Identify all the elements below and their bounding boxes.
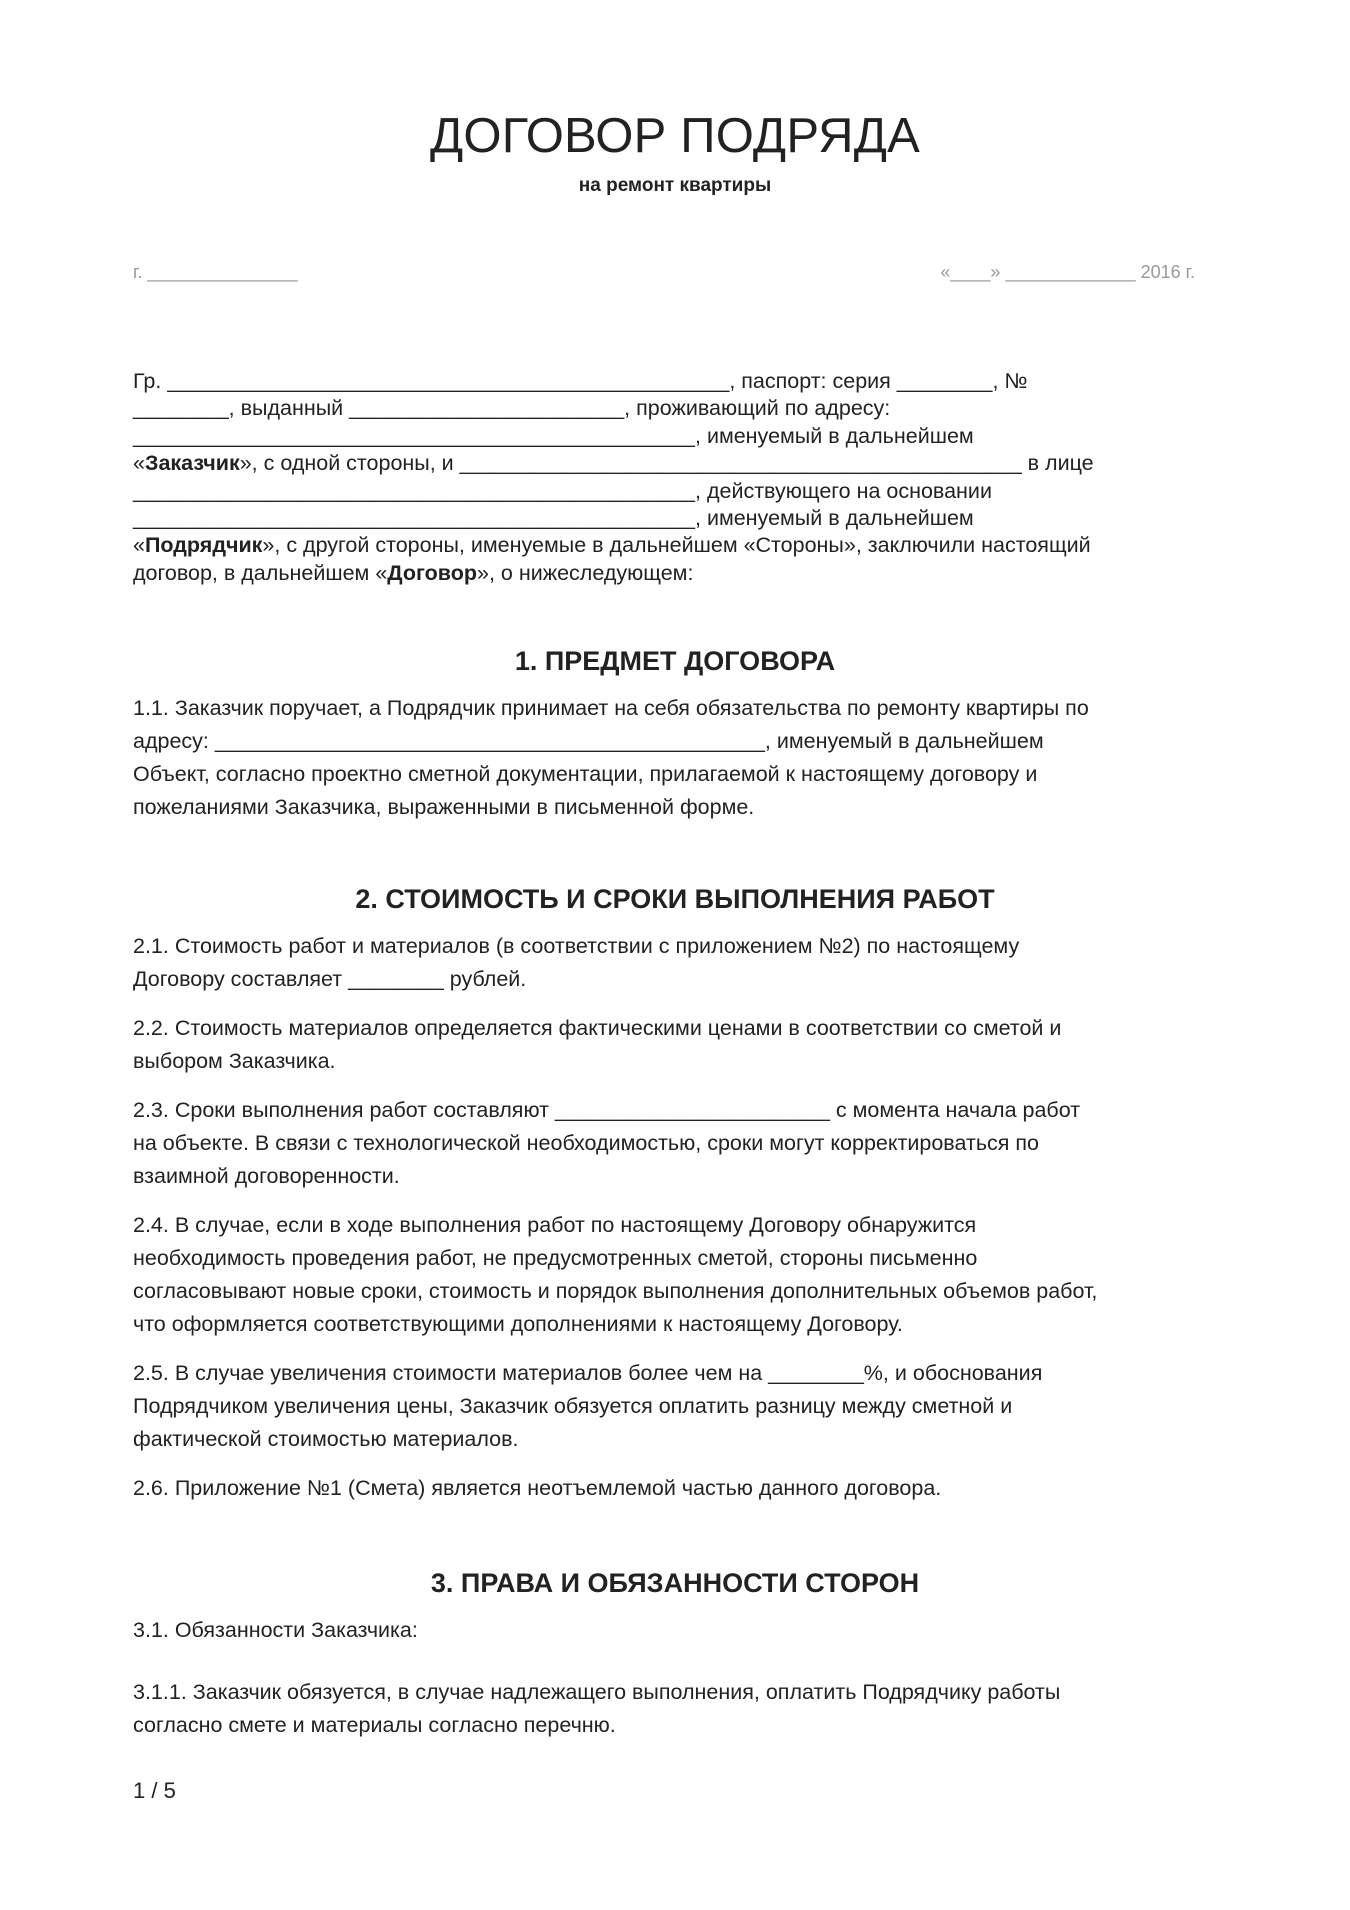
clause-line: пожеланиями Заказчика, выраженными в письменной форме. [133, 795, 755, 819]
intro-paragraph [133, 368, 1195, 587]
intro-line: Гр. _______________________________________________, паспорт: серия ________, № [133, 369, 1028, 393]
clause-2-3 [133, 1094, 1195, 1193]
clause-line: 2.2. Стоимость материалов определяется фактическими ценами в соответствии со сметой и [133, 1016, 1062, 1040]
clause-2-1 [133, 930, 1195, 996]
text-part: », о нижеследующем: [477, 560, 694, 585]
clause-line: 2.1. Стоимость работ и материалов (в соответствии с приложением №2) по настоящему [133, 934, 1020, 958]
section-2-heading: 2. СТОИМОСТЬ И СРОКИ ВЫПОЛНЕНИЯ РАБОТ [355, 884, 995, 914]
clause-3-1 [133, 1614, 1195, 1647]
clause-1-1 [133, 692, 1195, 824]
text-part: « [133, 451, 145, 476]
clause-2-5 [133, 1357, 1195, 1456]
document-subtitle: на ремонт квартиры [578, 175, 772, 196]
intro-line: _______________________________________________, именуемый в дальнейшем [133, 423, 974, 448]
customer-term: Заказчик [144, 451, 240, 476]
clause-2-6 [133, 1472, 1195, 1505]
clause-3-1-1 [133, 1676, 1195, 1742]
date-field: «____» _____________ 2016 г. [940, 262, 1195, 282]
intro-line [133, 532, 1195, 559]
text-part: договор, в дальнейшем « [133, 560, 388, 585]
clause-line: на объекте. В связи с технологической необходимостью, сроки могут корректироваться по [133, 1131, 1039, 1155]
clause-line: что оформляется соответствующими дополнениями к настоящему Договору. [133, 1312, 903, 1336]
page-number: 1 / 5 [133, 1778, 176, 1803]
clause-line: фактической стоимостью материалов. [133, 1427, 519, 1451]
intro-line: _______________________________________________, именуемый в дальнейшем [133, 505, 974, 530]
clause-line: 3.1.1. Заказчик обязуется, в случае надлежащего выполнения, оплатить Подрядчику работы [133, 1680, 1061, 1704]
clause-line: 1.1. Заказчик поручает, а Подрядчик принимает на себя обязательства по ремонту квартиры по [133, 696, 1089, 720]
clause-2-2 [133, 1012, 1195, 1078]
text-part: », с другой стороны, именуемые в дальнейшем «Стороны», заключили настоящий [262, 533, 1091, 558]
contractor-term: Подрядчик [144, 533, 263, 558]
clause-line: Объект, согласно проектно сметной документации, прилагаемой к настоящему договору и [133, 762, 1038, 786]
contract-term: Договор [387, 560, 477, 585]
intro-line [133, 450, 1195, 477]
intro-line: _______________________________________________, действующего на основании [133, 478, 992, 503]
text-part: », с одной стороны, и _______________________________________________ в лице [239, 451, 1094, 476]
clause-line: необходимость проведения работ, не предусмотренных сметой, стороны письменно [133, 1246, 978, 1270]
document-title: ДОГОВОР ПОДРЯДА [430, 109, 920, 163]
clause-line: 2.5. В случае увеличения стоимости материалов более чем на ________%, и обоснования [133, 1361, 1043, 1385]
clause-line: 2.3. Сроки выполнения работ составляют _______________________ с момента начала работ [133, 1098, 1081, 1122]
clause-line: 2.4. В случае, если в ходе выполнения работ по настоящему Договору обнаружится [133, 1213, 977, 1237]
intro-line: ________, выданный _______________________, проживающий по адресу: [133, 396, 891, 421]
clause-line: 3.1. Обязанности Заказчика: [133, 1618, 418, 1642]
clause-line: согласовывают новые сроки, стоимость и порядок выполнения дополнительных объемов работ, [133, 1279, 1098, 1303]
clause-line: взаимной договоренности. [133, 1164, 400, 1188]
clause-line: выбором Заказчика. [133, 1049, 336, 1073]
clause-line: адресу: ______________________________________________, именуемый в дальнейшем [133, 729, 1044, 753]
place-field: г. _______________ [133, 262, 298, 282]
intro-line [133, 560, 1195, 587]
clause-line: Подрядчиком увеличения цены, Заказчик обязуется оплатить разницу между сметной и [133, 1394, 1013, 1418]
section-3-heading: 3. ПРАВА И ОБЯЗАННОСТИ СТОРОН [430, 1568, 920, 1598]
text-part: « [133, 533, 145, 558]
section-1-heading: 1. ПРЕДМЕТ ДОГОВОРА [514, 646, 836, 676]
clause-line: 2.6. Приложение №1 (Смета) является неотъемлемой частью данного договора. [133, 1476, 942, 1500]
clause-line: согласно смете и материалы согласно перечню. [133, 1713, 616, 1737]
clause-2-4 [133, 1209, 1195, 1341]
clause-line: Договору составляет ________ рублей. [133, 967, 527, 991]
